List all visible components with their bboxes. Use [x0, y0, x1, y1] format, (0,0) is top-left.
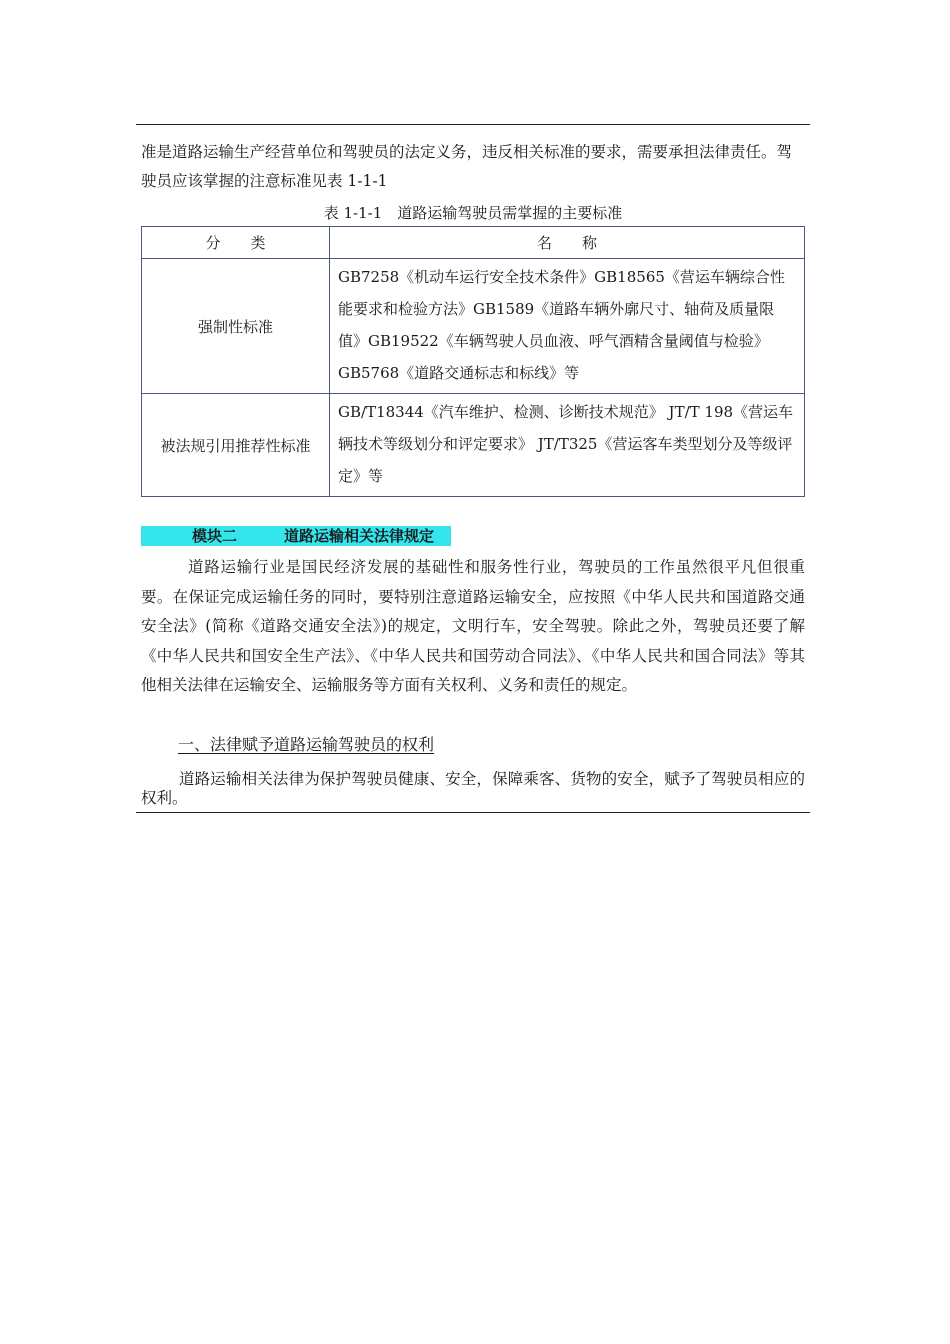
- header-category: 分 类: [142, 227, 330, 259]
- table-row: [142, 394, 805, 497]
- standards-table: [141, 226, 805, 497]
- table-caption: 表 1-1-1 道路运输驾驶员需掌握的主要标准: [323, 204, 623, 222]
- module-title: 道路运输相关法律规定: [284, 527, 435, 545]
- table-header-row: [142, 227, 805, 259]
- section-subheading: 一、法律赋予道路运输驾驶员的权利: [178, 735, 435, 754]
- module-heading: [141, 526, 451, 546]
- row-names: GB/T18344《汽车维护、检测、诊断技术规范》 JT/T 198《营运车辆技术等级划分和评定要求》 JT/T325《营运客车类型划分及等级评定》等: [330, 394, 805, 497]
- intro-paragraph: 准是道路运输生产经营单位和驾驶员的法定义务，违反相关标准的要求，需要承担法律责任。驾驶员应该掌握的注意标准见表 1-1-1: [141, 143, 793, 190]
- bottom-rule: [136, 812, 810, 813]
- body-paragraph: 道路运输相关法律为保护驾驶员健康、安全，保障乘客、货物的安全，赋予了驾驶员相应的权利。: [141, 770, 805, 807]
- row-category: 被法规引用推荐性标准: [142, 394, 330, 497]
- top-rule: [136, 124, 810, 125]
- body-paragraph: 道路运输行业是国民经济发展的基础性和服务性行业，驾驶员的工作虽然很平凡但很重要。在保证完成运输任务的同时，要特别注意道路运输安全，应按照《中华人民共和国道路交通安全法》(简称《道路交通安全法》)的规定，文明行车，安全驾驶。除此之外，驾驶员还要了解《中华人民共和国安全生产法》、《中华人民共和国劳动合同法》、《中华人民共和国合同法》等其他相关法律在运输安全、运输服务等方面有关权利、义务和责任的规定。: [141, 558, 805, 694]
- row-category: 强制性标准: [142, 259, 330, 394]
- module-number: 模块二: [192, 527, 238, 545]
- table-row: [142, 259, 805, 394]
- header-name: 名 称: [330, 227, 805, 259]
- row-names: GB7258《机动车运行安全技术条件》GB18565《营运车辆综合性能要求和检验方法》GB1589《道路车辆外廓尺寸、轴荷及质量限值》GB19522《车辆驾驶人员血液、呼气酒精含量阈值与检验》GB5768《道路交通标志和标线》等: [330, 259, 805, 394]
